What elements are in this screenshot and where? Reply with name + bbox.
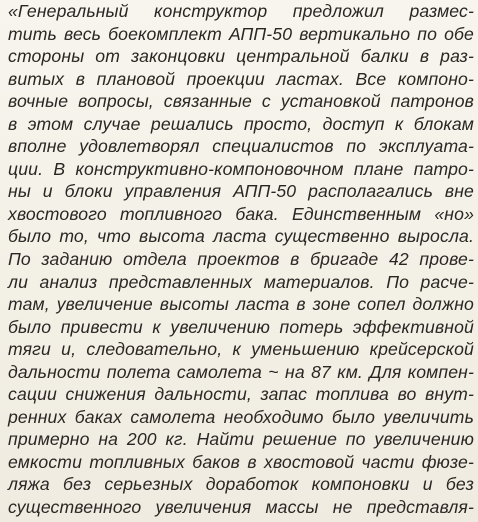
text-line-1: «Генеральный конструктор предложил размес- [8,1,474,21]
text-line-20: примерно на 200 кг. Найти решение по увеличению [8,429,474,450]
text-line-4: витых в плановой проекции ластах. Все компоно- [8,68,474,89]
text-line-13: ли анализ представленных материалов. По расче- [8,271,474,292]
text-line-7: вполне удовлетворял специалистов по эксплуата- [8,136,474,157]
text-line-6: в этом случае решались просто, доступ к блокам [8,113,474,134]
text-line-11: было то, что высота ласта существенно выросла. [8,226,474,247]
text-line-22: ляжа без серьезных доработок компоновки и без [8,474,474,495]
text-line-10: хвостового топливного бака. Единственным «но» [8,203,474,224]
text-line-8: ции. В конструктивно-компоновочном плане патро- [8,158,474,179]
text-line-16: тяги и, следовательно, к уменьшению крейсерской [8,339,474,360]
body-text [8,0,474,519]
text-line-3: стороны от законцовки центральной балки в раз- [8,46,474,67]
text-line-12: По заданию отдела проектов в бригаде 42 прове- [8,249,474,270]
text-line-5: вочные вопросы, связанные с установкой патронов [8,91,474,112]
text-line-2: тить весь боекомплект АПП-50 вертикально по обе [8,23,474,44]
text-line-19: ренних баках самолета необходимо было увеличить [8,406,474,427]
text-line-23: существенного увеличения массы не представля- [8,497,474,518]
text-line-14: там, увеличение высоты ласта в зоне сопел должно [8,294,474,315]
text-line-18: сации снижения дальности, запас топлива во внут- [8,384,474,405]
text-line-9: ны и блоки управления АПП-50 располагались вне [8,181,474,202]
text-line-17: дальности полета самолета ~ на 87 км. Для компен- [8,361,474,382]
text-line-15: было привести к увеличению потерь эффективной [8,316,474,337]
text-line-21: емкости топливных баков в хвостовой части фюзе- [8,451,474,472]
